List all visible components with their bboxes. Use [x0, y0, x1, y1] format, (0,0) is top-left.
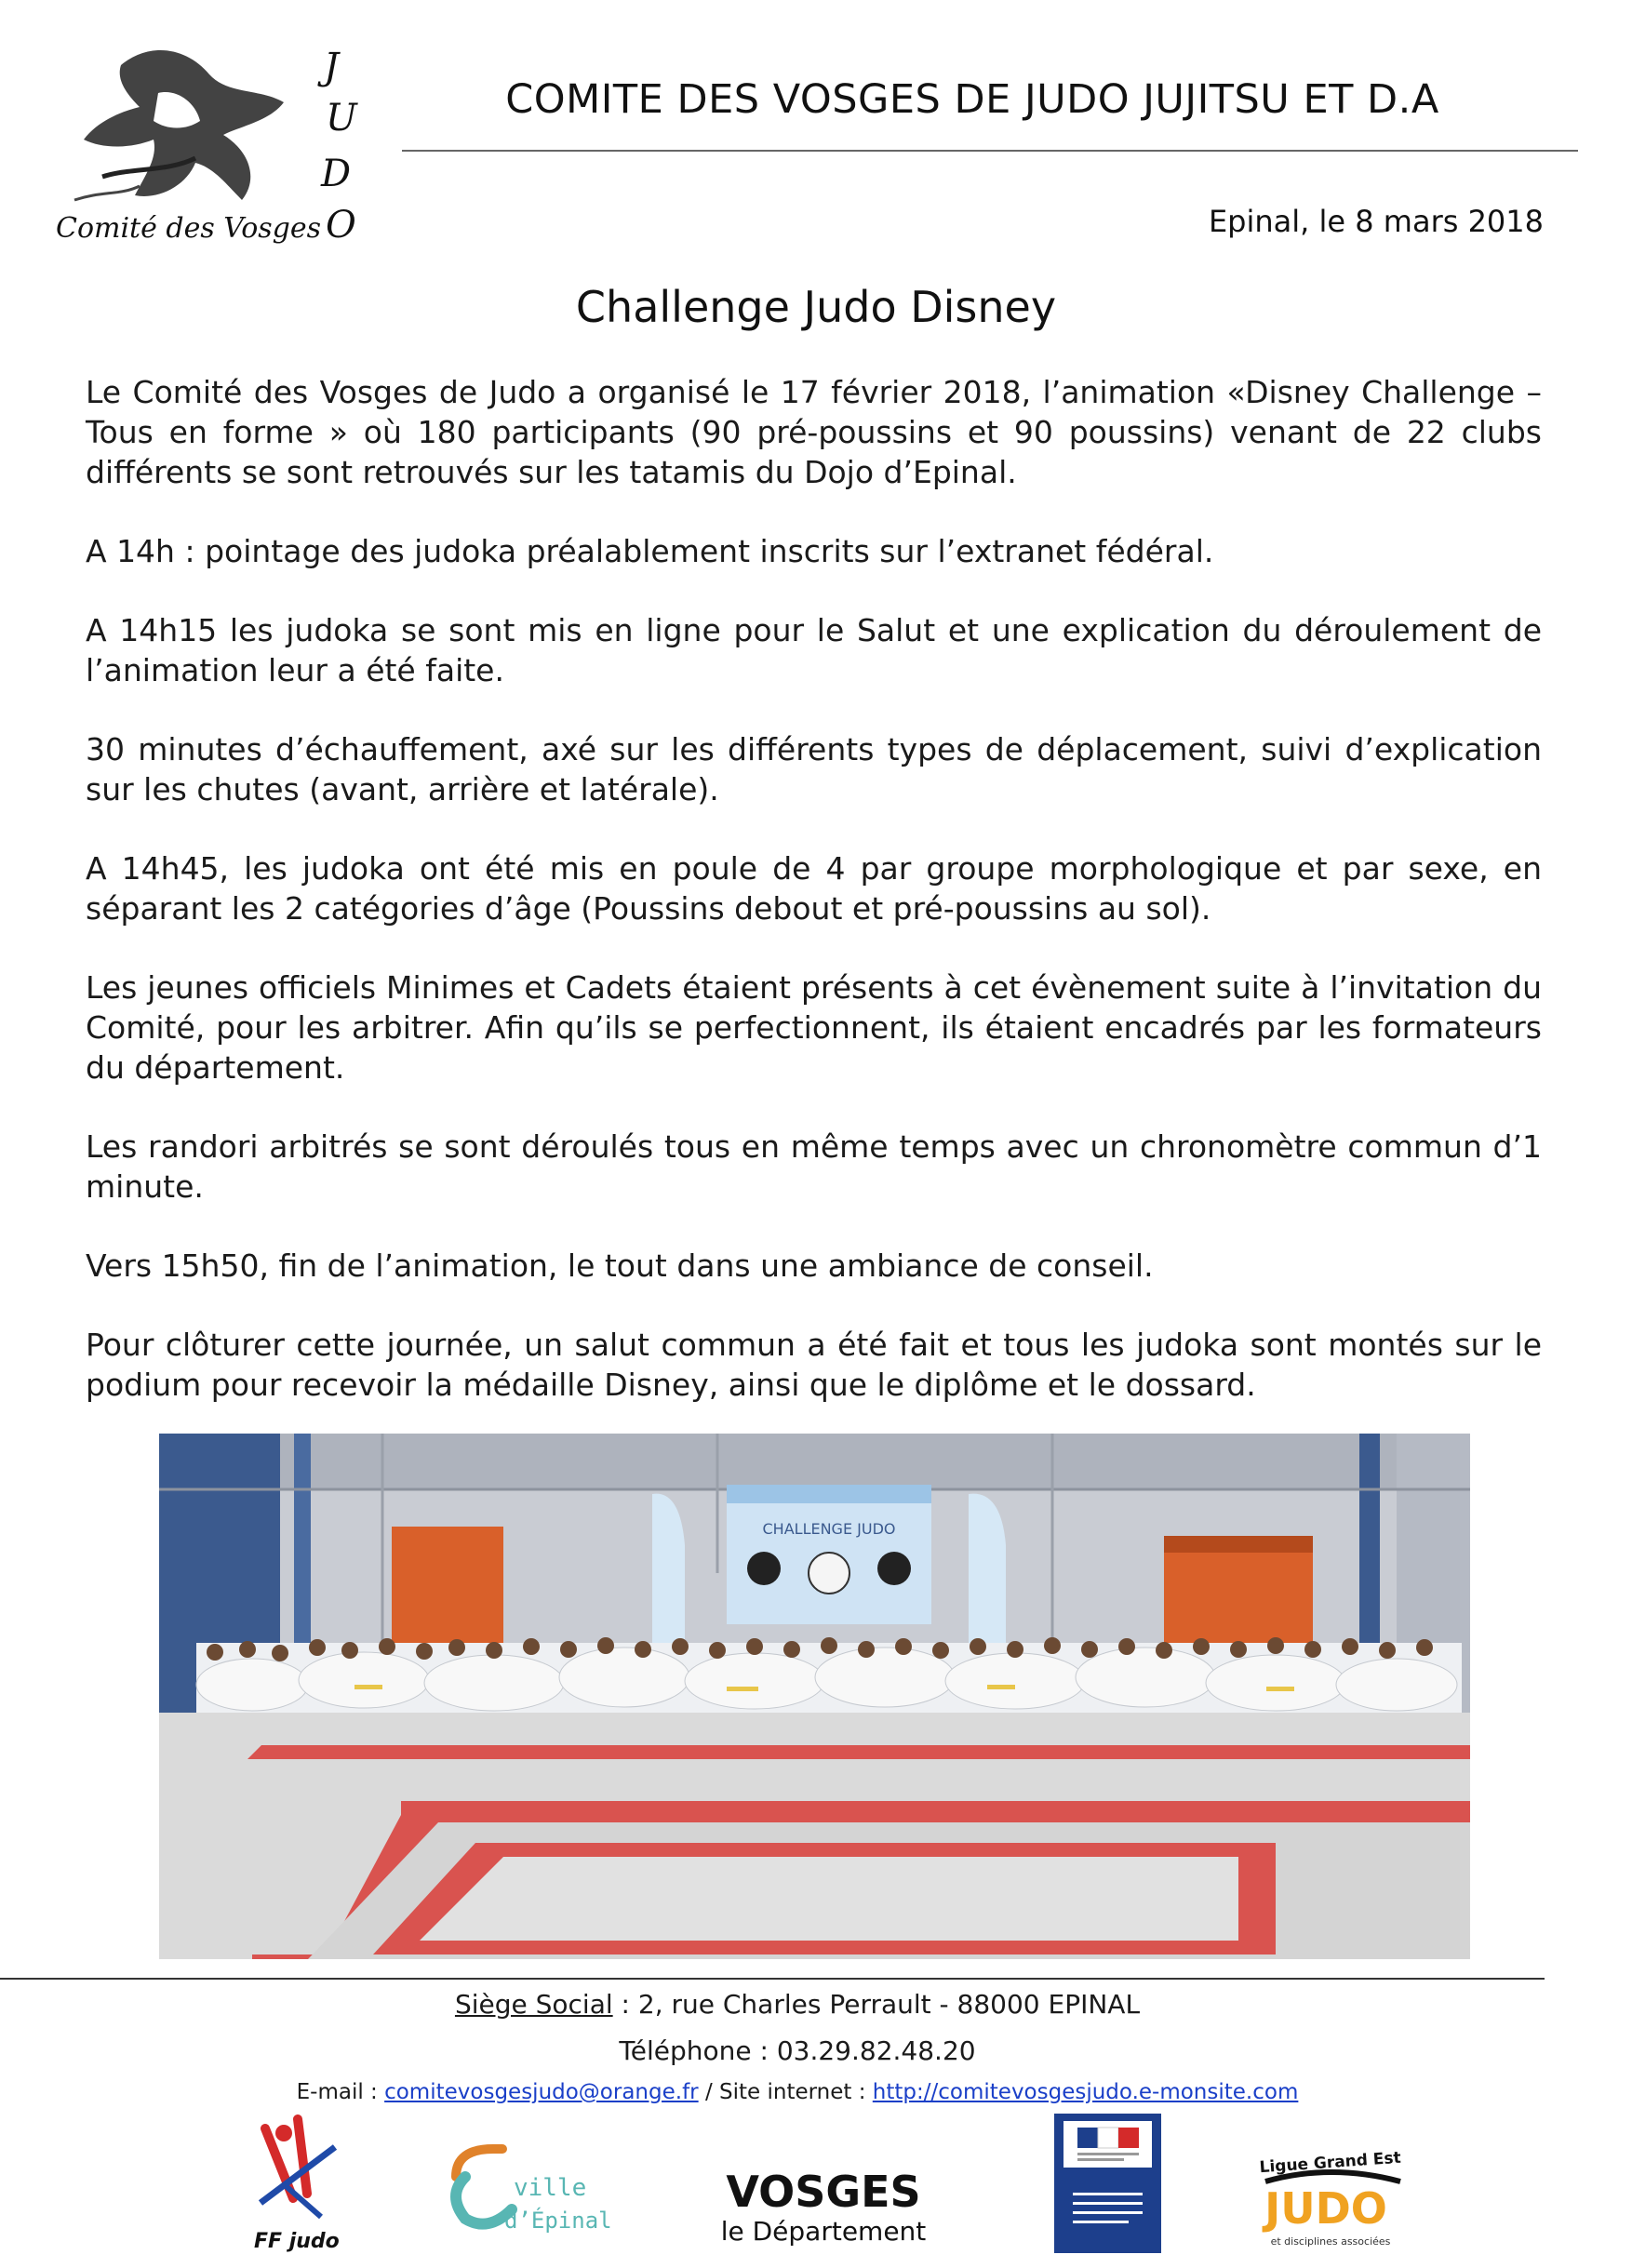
paragraph: Vers 15h50, fin de l’animation, le tout dans une ambiance de conseil.: [86, 1247, 1154, 1284]
address-value: : 2, rue Charles Perrault - 88000 EPINAL: [612, 1989, 1141, 2020]
header-divider: [402, 150, 1578, 152]
body-text: [86, 372, 1542, 1444]
paragraph: Pour clôturer cette journée, un salut commun a été fait et tous les judoka sont montés sur le podium pour recevoir la médaille Disney, ainsi que le diplôme et le dossard.: [86, 1327, 1542, 1403]
ligue-text: Ligue Grand Est: [1259, 2148, 1402, 2178]
phone: Téléphone : 03.29.82.48.20: [619, 2035, 976, 2066]
address-label: Siège Social: [454, 1989, 613, 2020]
epinal-text-top: ville: [514, 2174, 587, 2202]
svg-text:O: O: [326, 204, 356, 247]
svg-text:D: D: [321, 153, 352, 195]
footer-divider: [0, 1978, 1545, 1980]
paragraph: Les randori arbitrés se sont déroulés tous en même temps avec un chronomètre commun d’1 minute.: [86, 1128, 1542, 1205]
ligue-grand-est-logo: [1247, 2144, 1414, 2256]
document-title: Challenge Judo Disney: [575, 282, 1057, 332]
logo-text: Comité des Vosges: [56, 212, 322, 245]
ff-judo-text: FF judo: [254, 2230, 340, 2253]
document-date: Epinal, le 8 mars 2018: [1208, 204, 1544, 239]
vosges-text: VOSGES: [726, 2167, 921, 2217]
paragraph: A 14h45, les judoka ont été mis en poule de 4 par groupe morphologique et par sexe, en séparant les 2 catégories d’âge (Poussins debout et pré-poussins au sol).: [86, 850, 1542, 927]
site-label: / Site internet :: [698, 2080, 873, 2104]
email-label: E-mail :: [296, 2080, 385, 2104]
paragraph: Le Comité des Vosges de Judo a organisé le 17 février 2018, l’animation «Disney Challenge – Tous en forme » où 180 participants (90 pré-poussins et 90 poussins) venant de 22 clubs différents se sont retrouvés sur les tatamis du Dojo d’Epinal.: [86, 374, 1542, 490]
paragraph: A 14h : pointage des judoka préalablement inscrits sur l’extranet fédéral.: [86, 533, 1214, 569]
departement-text: le Département: [720, 2216, 927, 2247]
svg-text:U: U: [326, 97, 357, 140]
comite-logo: [47, 37, 357, 260]
paragraph: A 14h15 les judoka se sont mis en ligne pour le Salut et une explication du déroulement de l’animation leur a été faite.: [86, 612, 1542, 688]
ff-judo-logo: [247, 2110, 354, 2259]
epinal-text-bottom: d’Épinal: [504, 2208, 612, 2234]
paragraph: Les jeunes officiels Minimes et Cadets étaient présents à cet évènement suite à l’invitation du Comité, pour les arbitrer. Afin qu’ils se perfectionnent, ils étaient encadrés par les formateurs du département.: [86, 969, 1542, 1086]
ligue-judo-text: JUDO: [1264, 2183, 1387, 2234]
banner-text: CHALLENGE JUDO: [762, 1520, 896, 1538]
email-link[interactable]: comitevosgesjudo@orange.fr: [384, 2080, 699, 2104]
ville-epinal-logo: [437, 2140, 633, 2242]
website-link[interactable]: http://comitevosgesjudo.e-monsite.com: [872, 2080, 1299, 2104]
svg-text:J: J: [324, 46, 340, 88]
address: [0, 1989, 1595, 2020]
ligue-subtitle: et disciplines associées: [1270, 2235, 1391, 2248]
paragraph: 30 minutes d’échauffement, axé sur les différents types de déplacement, suivi d’explication sur les chutes (avant, arrière et latérale).: [86, 731, 1542, 807]
vosges-departement-logo: [716, 2166, 930, 2249]
event-photo: [159, 1434, 1470, 1959]
organization-title: COMITE DES VOSGES DE JUDO JUJITSU ET D.A: [505, 76, 1439, 123]
ministere-logo: [1054, 2114, 1161, 2253]
contact-line: [0, 2080, 1595, 2104]
